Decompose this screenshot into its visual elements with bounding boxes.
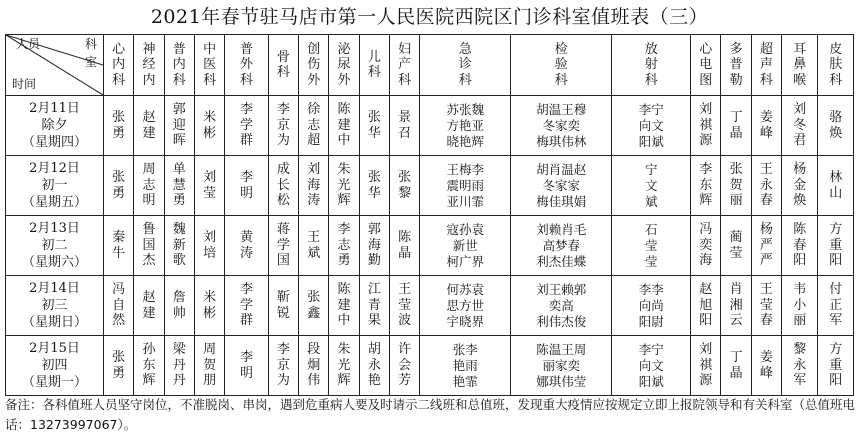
department-label: 普外科	[239, 41, 253, 88]
staff-cell	[268, 276, 298, 336]
staff-cell	[612, 336, 691, 396]
staff-line: 艳雨	[452, 357, 478, 373]
date-line: 2月15日	[29, 341, 80, 356]
staff-name: 郭海勤	[367, 222, 381, 269]
staff-name: 方重阳	[829, 342, 843, 389]
duty-schedule-table	[5, 34, 854, 396]
staff-name: 米彬	[203, 290, 217, 321]
department-label: 创伤外	[307, 41, 321, 88]
staff-cell	[359, 156, 389, 216]
staff-cell	[268, 96, 298, 156]
staff-cell	[389, 336, 419, 396]
staff-line: 柯广界	[446, 253, 485, 269]
department-header	[329, 35, 359, 96]
staff-name: 朱光辉	[337, 342, 351, 389]
staff-cell	[104, 156, 134, 216]
staff-cell	[164, 216, 194, 276]
staff-name: 黎永军	[793, 342, 807, 389]
department-label: 泌尿外	[337, 41, 351, 88]
staff-name: 单慧勇	[172, 162, 186, 209]
staff-cell	[420, 156, 511, 216]
staff-cell	[194, 216, 224, 276]
staff-name: 张华	[367, 110, 381, 141]
staff-cell	[691, 96, 721, 156]
department-label: 神经内	[142, 41, 156, 88]
department-header	[134, 35, 164, 96]
staff-cell	[359, 276, 389, 336]
staff-cell	[511, 156, 612, 216]
staff-name: 丁晶	[729, 350, 743, 381]
staff-cell	[420, 96, 511, 156]
date-line: 除夕	[41, 118, 68, 133]
staff-line: 冬家奕	[542, 117, 581, 133]
staff-line: 苏张魏	[446, 101, 485, 117]
department-label: 心电图	[699, 41, 713, 88]
staff-name: 付正军	[829, 282, 843, 329]
staff-cell	[225, 216, 268, 276]
staff-cell	[104, 336, 134, 396]
staff-cell	[782, 96, 818, 156]
staff-cell	[299, 336, 329, 396]
staff-name: 杨严严	[759, 222, 773, 269]
staff-cell	[268, 336, 298, 396]
staff-line: 宁	[644, 161, 658, 177]
staff-name: 靳锐	[276, 290, 290, 321]
department-label: 皮肤科	[829, 41, 843, 88]
staff-name: 陈春阳	[793, 222, 807, 269]
staff-cell	[721, 216, 751, 276]
date-line: 初二	[41, 238, 68, 253]
staff-cell	[329, 96, 359, 156]
date-line: 初四	[41, 358, 68, 373]
date-line: 初一	[41, 178, 68, 193]
staff-name: 张贺丽	[729, 162, 743, 209]
staff-cell	[134, 96, 164, 156]
staff-name: 黄涛	[239, 230, 253, 261]
staff-name: 许会芳	[398, 342, 412, 389]
staff-name: 景召	[398, 110, 412, 141]
date-line: （星期六）	[22, 255, 88, 270]
staff-name: 王莹春	[759, 282, 773, 329]
staff-line: 冬家家	[542, 177, 581, 193]
corner-header-cell	[6, 35, 104, 96]
staff-name: 丁晶	[729, 110, 743, 141]
staff-line: 梅琪伟林	[536, 133, 587, 149]
staff-name: 刘培	[203, 230, 217, 261]
staff-line: 李宁	[638, 101, 664, 117]
staff-cell	[194, 156, 224, 216]
staff-cell	[329, 276, 359, 336]
staff-name: 陈建中	[337, 102, 351, 149]
staff-line: 阳斌	[638, 133, 664, 149]
staff-cell	[104, 216, 134, 276]
staff-name: 赵旭阳	[699, 282, 713, 329]
staff-line: 李宁	[638, 341, 664, 357]
staff-cell	[194, 276, 224, 336]
staff-cell	[612, 96, 691, 156]
staff-cell	[194, 96, 224, 156]
staff-name: 李志勇	[337, 222, 351, 269]
staff-cell	[691, 276, 721, 336]
department-header	[511, 35, 612, 96]
department-header	[359, 35, 389, 96]
staff-cell	[268, 216, 298, 276]
staff-line: 莹	[644, 253, 658, 269]
staff-name: 秦牛	[112, 230, 126, 261]
staff-cell	[134, 336, 164, 396]
staff-cell	[612, 216, 691, 276]
staff-line: 晓艳辉	[446, 133, 485, 149]
department-header	[691, 35, 721, 96]
table-row	[6, 96, 854, 156]
department-label: 急诊科	[458, 41, 472, 88]
staff-name: 李学群	[239, 282, 253, 329]
date-cell	[6, 156, 104, 216]
staff-cell	[329, 216, 359, 276]
staff-name: 赵建	[142, 290, 156, 321]
staff-cell	[612, 276, 691, 336]
staff-cell	[164, 96, 194, 156]
staff-name: 郭迎晖	[172, 102, 186, 149]
staff-cell	[164, 336, 194, 396]
staff-name: 王莹波	[398, 282, 412, 329]
staff-cell	[721, 156, 751, 216]
department-label: 骨科	[276, 49, 290, 80]
date-line: 2月13日	[29, 221, 80, 236]
staff-line: 刘赖肖毛	[536, 221, 587, 237]
staff-cell	[299, 276, 329, 336]
staff-name: 王永春	[759, 162, 773, 209]
staff-line: 艳霏	[452, 373, 478, 389]
staff-cell	[299, 96, 329, 156]
staff-line: 利伟杰俊	[536, 313, 587, 329]
staff-line: 张李	[452, 341, 478, 357]
staff-line: 思方世	[446, 297, 485, 313]
staff-cell	[225, 96, 268, 156]
staff-name: 刘冬君	[793, 102, 807, 149]
staff-line: 何苏袁	[446, 281, 485, 297]
staff-line: 奕高	[548, 297, 574, 313]
table-row	[6, 276, 854, 336]
department-label: 普内科	[172, 41, 186, 88]
table-row	[6, 336, 854, 396]
staff-cell	[511, 276, 612, 336]
staff-name: 米彬	[203, 110, 217, 141]
staff-cell	[225, 336, 268, 396]
staff-name: 鲁国杰	[142, 222, 156, 269]
staff-line: 向尚	[638, 297, 664, 313]
department-header	[721, 35, 751, 96]
department-header	[612, 35, 691, 96]
staff-cell	[134, 156, 164, 216]
staff-cell	[818, 156, 854, 216]
staff-cell	[389, 96, 419, 156]
staff-line: 震明雨	[446, 177, 485, 193]
staff-cell	[691, 216, 721, 276]
staff-cell	[818, 216, 854, 276]
staff-cell	[511, 216, 612, 276]
staff-name: 杨金焕	[793, 162, 807, 209]
staff-name: 李学群	[239, 102, 253, 149]
staff-line: 高梦春	[542, 237, 581, 253]
staff-line: 寇孙袁	[446, 221, 485, 237]
department-label: 多普勒	[729, 41, 743, 88]
staff-name: 骆焕	[829, 110, 843, 141]
department-label: 放射科	[644, 41, 658, 88]
staff-name: 江青果	[367, 282, 381, 329]
staff-line: 宇晓界	[446, 313, 485, 329]
date-cell	[6, 216, 104, 276]
staff-line: 阳斌	[638, 373, 664, 389]
staff-line: 王梅李	[446, 161, 485, 177]
staff-name: 魏新歌	[172, 222, 186, 269]
department-header	[164, 35, 194, 96]
department-header	[225, 35, 268, 96]
staff-line: 娜琪伟莹	[536, 373, 587, 389]
corner-time-label: 时间	[12, 77, 37, 91]
department-header	[420, 35, 511, 96]
staff-cell	[389, 156, 419, 216]
staff-cell	[104, 276, 134, 336]
department-label: 检验科	[554, 41, 568, 88]
staff-name: 姜峰	[759, 350, 773, 381]
staff-line: 向文	[638, 117, 664, 133]
corner-dept-label-a: 科	[85, 37, 98, 51]
staff-name: 李明	[239, 170, 253, 201]
staff-cell	[225, 156, 268, 216]
staff-name: 朱光辉	[337, 162, 351, 209]
staff-cell	[194, 336, 224, 396]
staff-name: 张勇	[112, 110, 126, 141]
staff-name: 刘莹	[203, 170, 217, 201]
staff-name: 姜峰	[759, 110, 773, 141]
staff-name: 胡永艳	[367, 342, 381, 389]
staff-cell	[612, 156, 691, 216]
department-header	[751, 35, 781, 96]
date-line: （星期四）	[22, 135, 88, 150]
staff-line: 阳尉	[638, 313, 664, 329]
staff-cell	[225, 276, 268, 336]
staff-name: 李明	[239, 350, 253, 381]
staff-name: 张黎	[398, 170, 412, 201]
staff-cell	[359, 96, 389, 156]
staff-line: 胡肖温赵	[536, 161, 587, 177]
staff-cell	[751, 156, 781, 216]
staff-name: 蒋学国	[276, 222, 290, 269]
staff-cell	[420, 336, 511, 396]
staff-name: 肖湘云	[729, 282, 743, 329]
staff-name: 蔺莹	[729, 230, 743, 261]
staff-cell	[751, 96, 781, 156]
staff-name: 刘祺源	[699, 342, 713, 389]
staff-name: 周贺朋	[203, 342, 217, 389]
department-header	[268, 35, 298, 96]
staff-cell	[721, 276, 751, 336]
staff-name: 王斌	[307, 230, 321, 261]
staff-name: 韦小丽	[793, 282, 807, 329]
corner-staff-label: 人员	[16, 37, 41, 51]
department-label: 超声科	[759, 41, 773, 88]
date-cell	[6, 96, 104, 156]
staff-line: 亚川霏	[446, 193, 485, 209]
staff-cell	[782, 336, 818, 396]
staff-line: 新世	[452, 237, 478, 253]
staff-name: 冯奕海	[699, 222, 713, 269]
staff-cell	[389, 216, 419, 276]
date-cell	[6, 336, 104, 396]
date-line: 2月14日	[29, 281, 80, 296]
footer-note: 备注：各科值班人员坚守岗位，不准脱岗、串岗，遇到危重病人要及时请示二线班和总值班，发现重大疫情应按规定立即上报院领导和有关科室（总值班电话：13273997067）。	[5, 397, 856, 432]
staff-cell	[818, 276, 854, 336]
staff-cell	[721, 96, 751, 156]
date-line: 初三	[41, 298, 68, 313]
staff-cell	[511, 96, 612, 156]
staff-name: 赵建	[142, 110, 156, 141]
staff-line: 丽家奕	[542, 357, 581, 373]
staff-cell	[329, 156, 359, 216]
staff-name: 陈建中	[337, 282, 351, 329]
date-line: 2月12日	[29, 161, 80, 176]
staff-cell	[299, 216, 329, 276]
date-cell	[6, 276, 104, 336]
staff-name: 冯自然	[112, 282, 126, 329]
staff-name: 张华	[367, 170, 381, 201]
department-label: 中医科	[203, 41, 217, 88]
staff-cell	[782, 156, 818, 216]
date-line: （星期一）	[22, 375, 88, 390]
staff-name: 方重阳	[829, 222, 843, 269]
staff-name: 刘祺源	[699, 102, 713, 149]
date-line: （星期五）	[22, 195, 88, 210]
staff-name: 李东辉	[699, 162, 713, 209]
department-label: 心内科	[112, 41, 126, 88]
staff-name: 陈晶	[398, 230, 412, 261]
staff-cell	[104, 96, 134, 156]
staff-cell	[782, 216, 818, 276]
corner-dept-label-b: 室	[85, 55, 98, 69]
staff-line: 刘王赖郭	[536, 281, 587, 297]
staff-cell	[299, 156, 329, 216]
table-row	[6, 156, 854, 216]
staff-line: 利杰佳蝶	[536, 253, 587, 269]
department-header	[194, 35, 224, 96]
staff-cell	[511, 336, 612, 396]
header-row	[6, 35, 854, 96]
page-title: 2021年春节驻马店市第一人民医院西院区门诊科室值班表（三）	[150, 6, 709, 28]
staff-cell	[389, 276, 419, 336]
staff-cell	[359, 336, 389, 396]
staff-line: 方艳亚	[446, 117, 485, 133]
staff-cell	[164, 156, 194, 216]
staff-line: 莹	[644, 237, 658, 253]
staff-name: 段炯伟	[307, 342, 321, 389]
staff-cell	[164, 276, 194, 336]
staff-name: 成长松	[276, 162, 290, 209]
staff-name: 李京为	[276, 342, 290, 389]
staff-cell	[818, 96, 854, 156]
table-row	[6, 216, 854, 276]
staff-name: 梁丹丹	[172, 342, 186, 389]
staff-cell	[751, 276, 781, 336]
staff-line: 斌	[644, 193, 658, 209]
department-header	[389, 35, 419, 96]
staff-cell	[359, 216, 389, 276]
staff-name: 李京为	[276, 102, 290, 149]
staff-cell	[329, 336, 359, 396]
staff-cell	[134, 216, 164, 276]
staff-name: 詹帅	[172, 290, 186, 321]
staff-cell	[268, 156, 298, 216]
department-header	[299, 35, 329, 96]
staff-cell	[751, 216, 781, 276]
department-label: 耳鼻喉	[793, 41, 807, 88]
staff-name: 刘海涛	[307, 162, 321, 209]
staff-cell	[420, 216, 511, 276]
date-line: 2月11日	[29, 101, 80, 116]
staff-cell	[134, 276, 164, 336]
staff-line: 梅佳琪娟	[536, 193, 587, 209]
department-label: 儿科	[367, 49, 381, 80]
staff-cell	[691, 336, 721, 396]
staff-line: 李李	[638, 281, 664, 297]
staff-name: 徐志超	[307, 102, 321, 149]
staff-line: 文	[644, 177, 658, 193]
staff-name: 张勇	[112, 170, 126, 201]
staff-name: 林山	[829, 170, 843, 201]
staff-name: 张勇	[112, 350, 126, 381]
staff-cell	[782, 276, 818, 336]
staff-cell	[818, 336, 854, 396]
department-header	[818, 35, 854, 96]
staff-cell	[751, 336, 781, 396]
staff-name: 张鑫	[307, 290, 321, 321]
staff-line: 石	[644, 221, 658, 237]
staff-line: 胡温王穆	[536, 101, 587, 117]
staff-cell	[721, 336, 751, 396]
staff-line: 向文	[638, 357, 664, 373]
staff-cell	[420, 276, 511, 336]
department-label: 妇产科	[398, 41, 412, 88]
date-line: （星期日）	[22, 315, 88, 330]
staff-cell	[691, 156, 721, 216]
department-header	[782, 35, 818, 96]
staff-line: 陈温王周	[536, 341, 587, 357]
staff-name: 周志明	[142, 162, 156, 209]
department-header	[104, 35, 134, 96]
staff-name: 孙东辉	[142, 342, 156, 389]
